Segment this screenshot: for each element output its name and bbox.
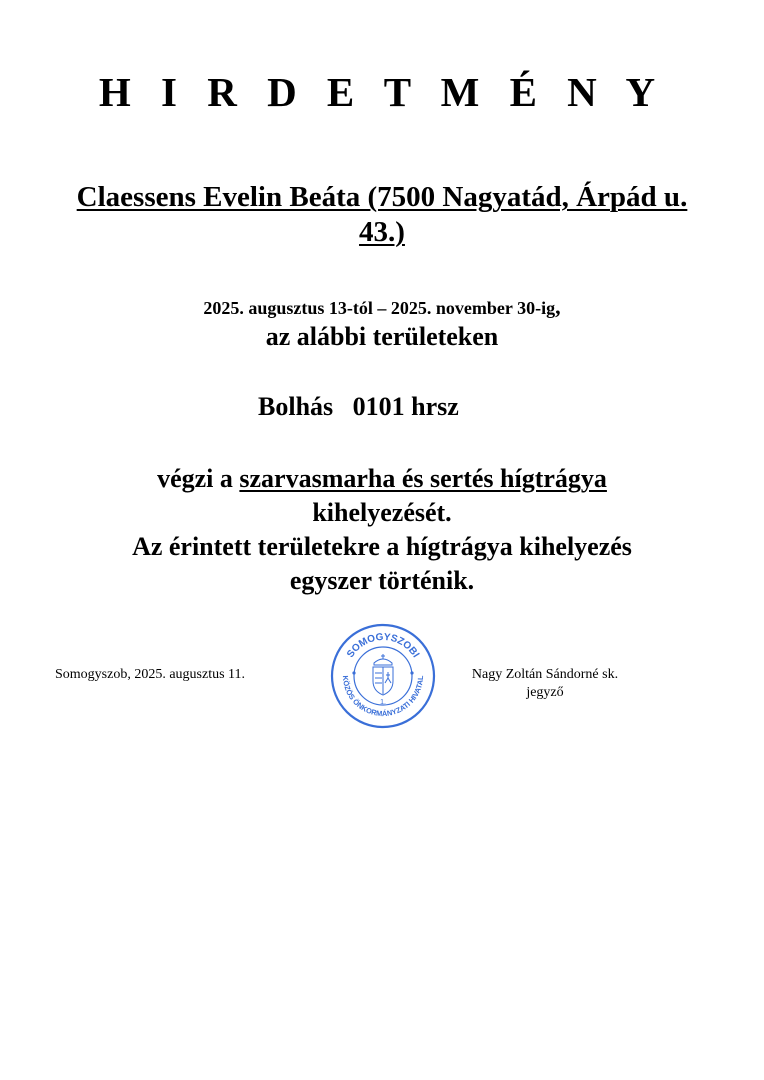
stamp-top-text: SOMOGYSZOBI bbox=[345, 631, 422, 660]
activity-subject: szarvasmarha és sertés hígtrágya bbox=[239, 464, 607, 493]
coat-of-arms-icon bbox=[373, 654, 393, 695]
applicant-line-1: Claessens Evelin Beáta (7500 Nagyatád, Árpád u. bbox=[76, 181, 688, 213]
plot-reference bbox=[258, 390, 459, 424]
activity-line-3: Az érintett területekre a hígtrágya kihelyezés bbox=[132, 532, 632, 561]
period-text: 2025. augusztus 13-tól – 2025. november 30-ig bbox=[203, 298, 556, 318]
activity-prefix: végzi a bbox=[157, 464, 240, 493]
period-dates bbox=[0, 295, 764, 320]
period-comma: , bbox=[555, 294, 561, 319]
activity-line-2: kihelyezését. bbox=[312, 498, 452, 527]
areas-intro: az alábbi területeken bbox=[265, 322, 499, 351]
plot-parcel: 0101 hrsz bbox=[352, 392, 459, 421]
official-stamp bbox=[330, 623, 436, 729]
stamp-number: 1. bbox=[380, 699, 386, 706]
activity-line-4: egyszer történik. bbox=[289, 566, 475, 595]
signatory-role: jegyző bbox=[526, 685, 564, 700]
place-date: Somogyszob, 2025. augusztus 11. bbox=[55, 667, 246, 682]
page-title: H I R D E T M É N Y bbox=[98, 69, 666, 115]
plot-settlement: Bolhás bbox=[258, 392, 334, 421]
applicant-line-2: 43.) bbox=[359, 216, 405, 248]
activity-text bbox=[40, 462, 724, 598]
applicant-name bbox=[40, 180, 724, 250]
signatory-name: Nagy Zoltán Sándorné sk. bbox=[471, 667, 619, 682]
signature-block bbox=[440, 666, 650, 702]
stamp-bottom-text: KÖZÖS ÖNKORMÁNYZATI HIVATAL bbox=[340, 675, 426, 719]
